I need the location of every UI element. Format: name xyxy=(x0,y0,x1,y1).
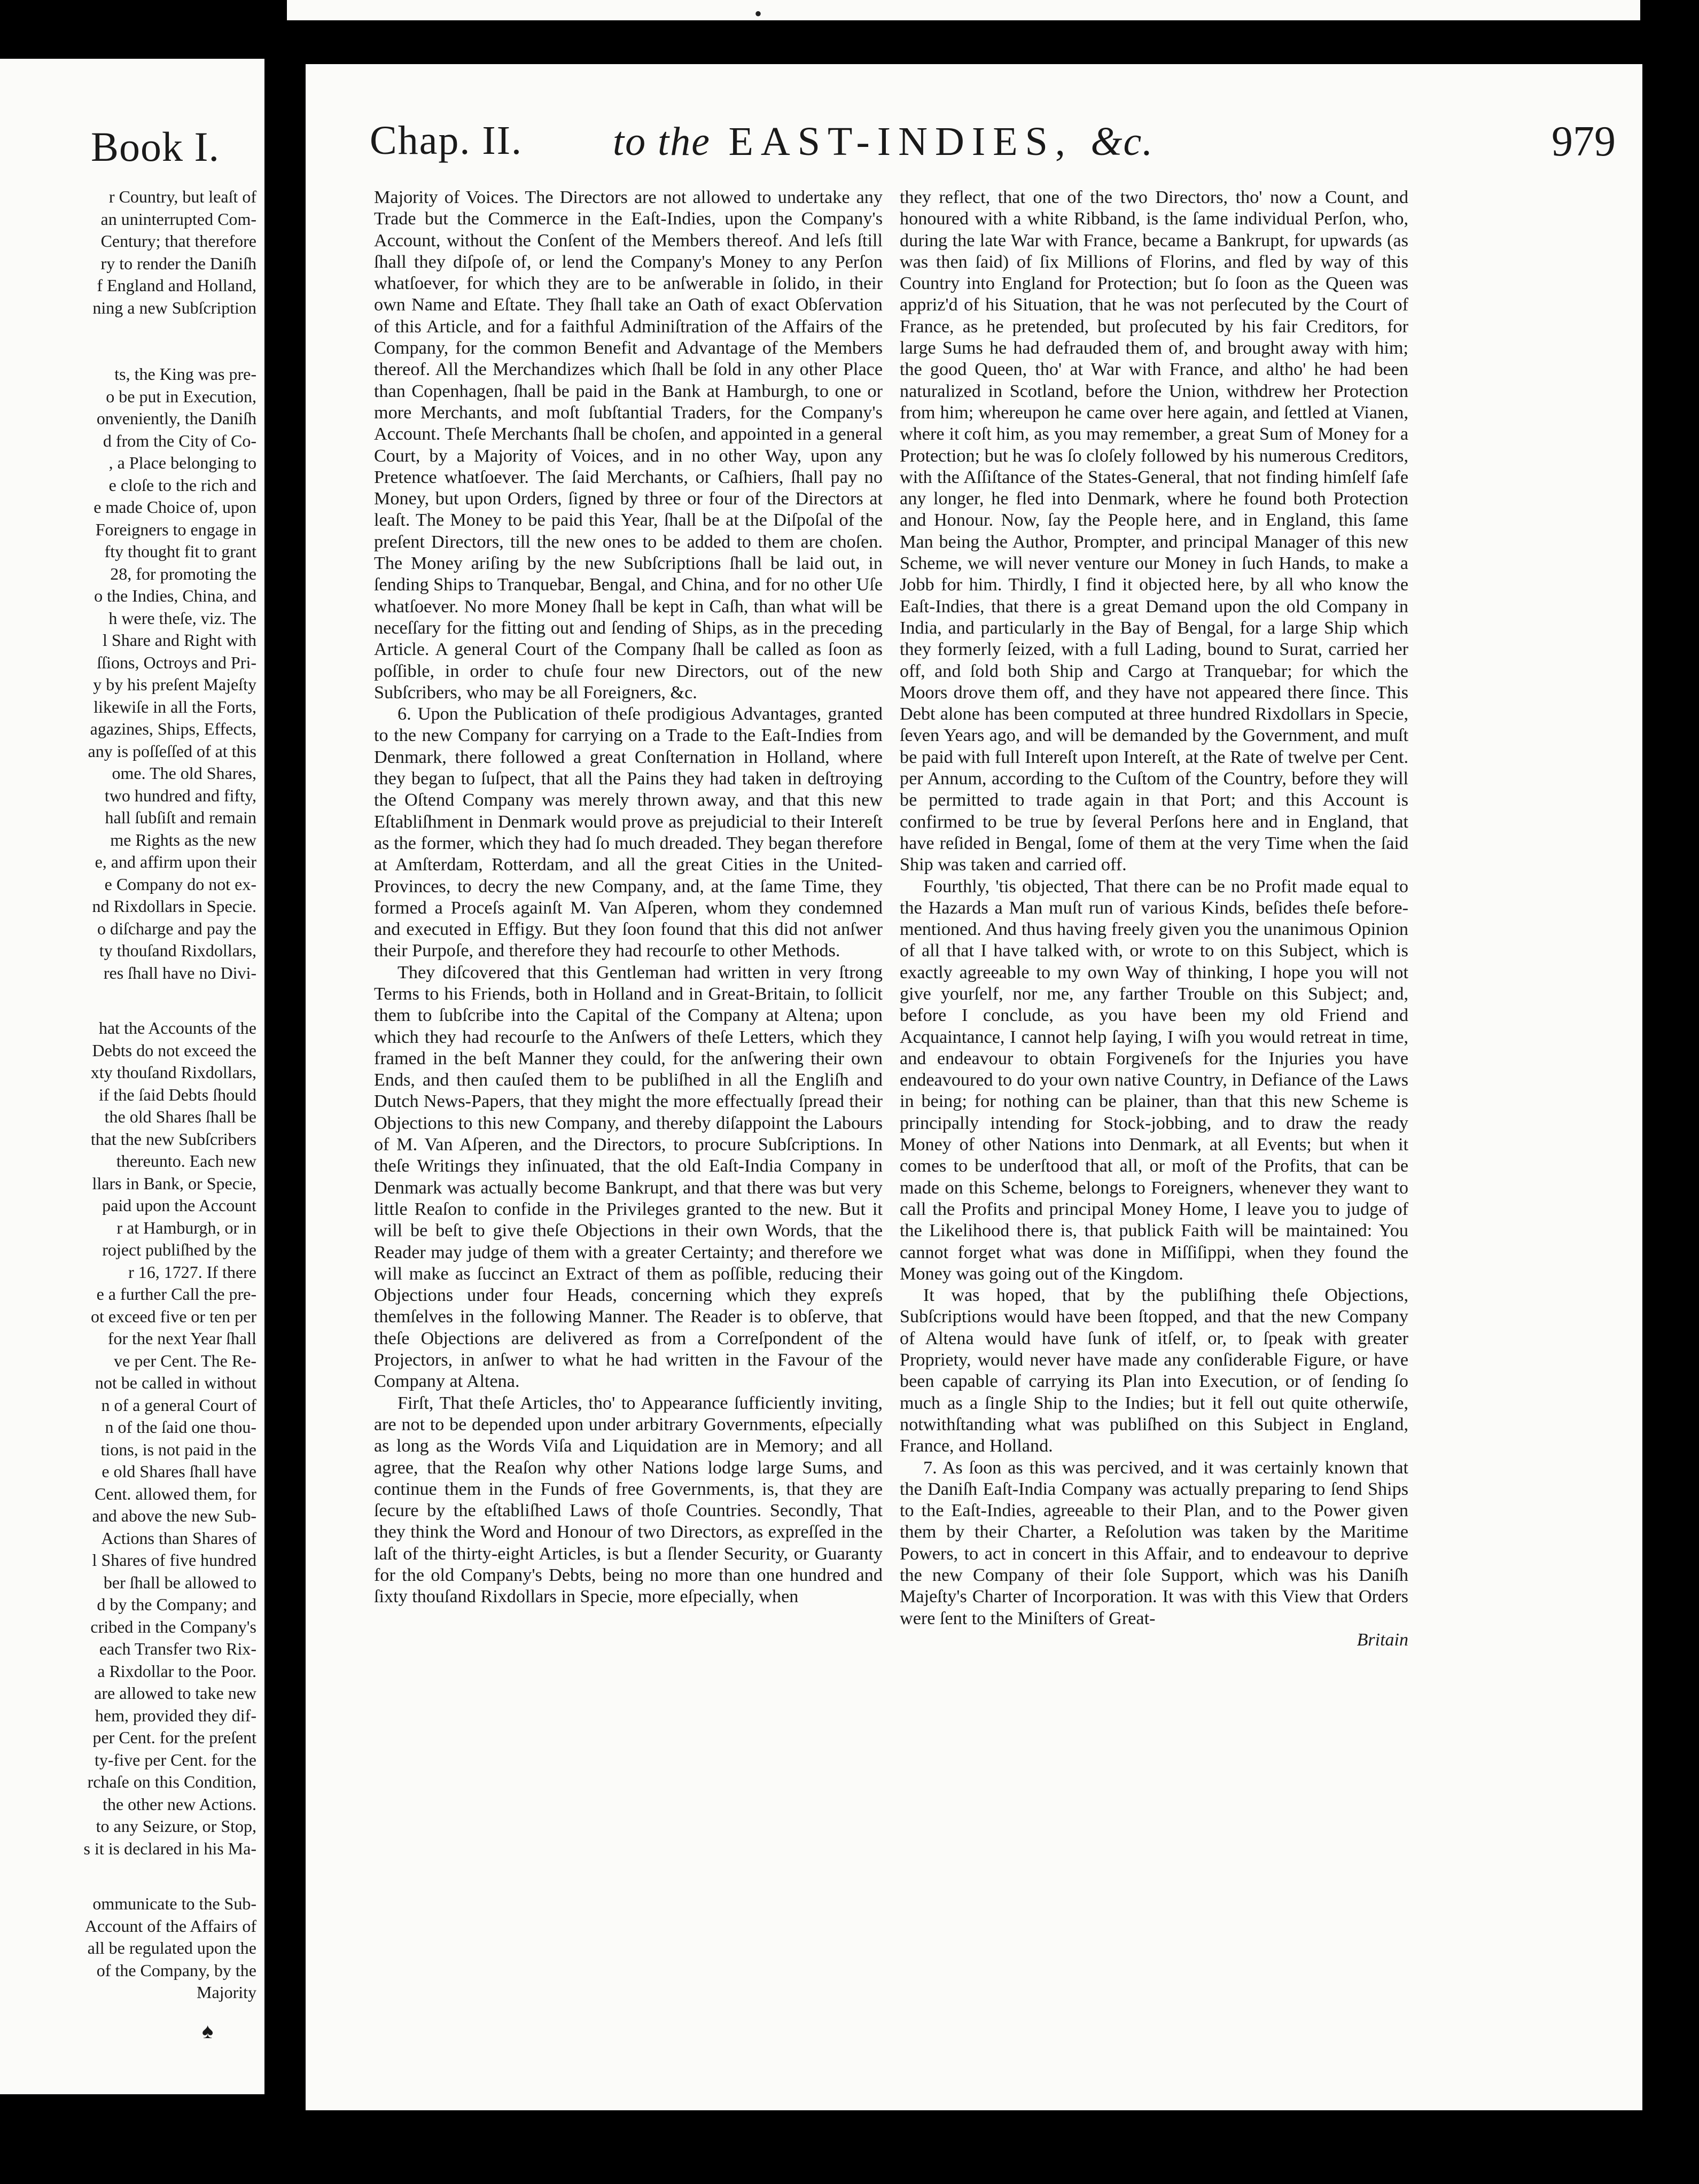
left-page-line: ty thouſand Rixdollars, xyxy=(99,941,256,960)
left-page-line: any is poſſeſſed of at this xyxy=(88,741,256,761)
top-page-fragment xyxy=(287,0,1640,20)
left-page-line: are allowed to take new xyxy=(94,1683,256,1703)
left-page-line: ome. The old Shares, xyxy=(112,763,256,783)
left-page-block-c xyxy=(0,1893,256,2004)
left-page-line: l Share and Right with xyxy=(103,630,256,650)
left-page-line: paid upon the Account xyxy=(102,1196,256,1215)
paragraph: It was hoped, that by the publiſhing theſe Objections, Subſcriptions would have been ſtopped, and that the new Company of Altena would have ſunk of itſelf, or, to ſpeak with greater Propriety, would never have made any conſiderable Figure, or have been capable of carrying its Plan into Execution, or of ſending ſo much as a ſingle Ship to the Indies; but it fell out quite otherwiſe, notwithſtanding what was publiſhed on this Subject in England, France, and Holland. xyxy=(900,1285,1408,1456)
paragraph: Firſt, That theſe Articles, tho' to Appearance ſufficiently inviting, are not to be depended upon under arbitrary Governments, eſpecially as long as the Words Viſa and Liquidation are in Memory; and all agree, that the Reaſon why other Nations lodge large Sums, and continue them in the Funds of free Governments, is, that they are ſecure by the eſtabliſhed Laws of thoſe Countries. Secondly, That they think the Word and Honour of two Directors, as expreſſed in the laſt of the thirty-eight Articles, is but a ſlender Security, or Guaranty for the old Company's Debts, being no more than one hundred and ſixty thouſand Rixdollars in Specie, more eſpecially, when xyxy=(374,1393,883,1607)
running-title-main: EAST-INDIES, xyxy=(728,119,1073,164)
left-page-line: a Rixdollar to the Poor. xyxy=(97,1661,256,1681)
bottom-mark: ♠ xyxy=(202,2019,214,2043)
chapter-heading: Chap. II. xyxy=(370,118,523,163)
left-page-line: Cent. allowed them, for xyxy=(94,1484,256,1503)
paragraph: Majority of Voices. The Directors are not allowed to undertake any Trade but the Commerce in the Eaſt-Indies, upon the Company's Account, without the Conſent of the Members thereof. And leſs ſtill ſhall they diſpoſe of, or lend the Company's Money to any Perſon whatſoever, for which they are to be anſwerable in ſolido, in their own Name and Eſtate. They ſhall take an Oath of exact Obſervation of this Article, and for a faithful Adminiſtration of the Affairs of the Company, for the common Benefit and Advantage of the Members thereof. All the Merchandizes which ſhall be ſold in any other Place than Copenhagen, ſhall be paid in the Bank at Hamburgh, to one or more Merchants, and moſt ſubſtantial Traders, for the Company's Account. Theſe Merchants ſhall be choſen, and appointed in a general Court, by a Majority of Voices, and in no other Way, upon any Pretence whatſoever. The ſaid Merchants, or Caſhiers, ſhall pay no Money, but upon Orders, ſigned by three or four of the Directors at leaſt. The Money to be paid this Year, ſhall be at the Diſpoſal of the preſent Directors, till the new ones to be added to them are choſen. The Money ariſing by the new Subſcriptions ſhall be laid out, in ſending Ships to Tranquebar, Bengal, and China, and for no other Uſe whatſoever. No more Money ſhall be kept in Caſh, than what will be neceſſary for the fitting out and ſending of Ships, as in the preceding Article. A general Court of the Company ſhall be called as ſoon as poſſible, in order to chuſe four new Directors, out of the new Subſcribers, who may be all Foreigners, &c. xyxy=(374,188,883,703)
top-mark: • xyxy=(754,2,762,20)
left-page-line: thereunto. Each new xyxy=(116,1151,256,1171)
left-page-line: llars in Bank, or Specie, xyxy=(92,1173,256,1193)
left-page-line: ommunicate to the Sub- xyxy=(92,1894,256,1913)
left-page-line: nd Rixdollars in Specie. xyxy=(92,896,256,916)
left-page-line: roject publiſhed by the xyxy=(102,1240,256,1259)
left-page-line: agazines, Ships, Effects, xyxy=(90,719,256,738)
left-page-line: r 16, 1727. If there xyxy=(128,1262,256,1282)
left-page-line: for the next Year ſhall xyxy=(107,1329,256,1348)
left-page-line: tions, is not paid in the xyxy=(100,1439,256,1459)
left-page-line: onveniently, the Daniſh xyxy=(96,409,256,428)
left-page-line: cribed in the Company's xyxy=(90,1617,256,1636)
right-column xyxy=(900,187,1408,1651)
right-page xyxy=(306,64,1642,2110)
paragraph: they reflect, that one of the two Directors, tho' now a Count, and honoured with a white Ribband, is the ſame individual Perſon, who, during the late War with France, became a Bankrupt, for upwards (as was then ſaid) of ſix Millions of Florins, and fled by way of this Country into England for Protection; but ſo ſoon as the Queen was appriz'd of his Situation, that he was not perſecuted by the Court of France, as he pretended, but proſecuted by his fair Creditors, for large Sums he had defrauded them of, and brought away with him; the good Queen, tho' at War with France, and altho' he had been naturalized in Scotland, before the Union, withdrew her Protection from him; whereupon he came over here again, and ſettled at Vianen, where it coſt him, as you may remember, a great Sum of Money for a Protection; but he was ſo cloſely followed by his numerous Creditors, with the Aſſiſtance of the States-General, that not finding himſelf ſafe any longer, he fled into Denmark, where he found both Protection and Honour. Now, ſay the People here, and in England, this ſame Man being the Author, Prompter, and principal Manager of this new Scheme, we will never venture our Money in ſuch Hands, to make a Jobb for him. Thirdly, I find it objected here, by all who know the Eaſt-Indies, that there is a great Demand upon the old Company in India, and particularly in the Bay of Bengal, for a large Ship which they formerly ſeized, with a full Lading, bound to Surat, carried her off, and ſold both Ship and Cargo at Tranquebar; for which the Moors drove them off, and they have not appeared there ſince. This Debt alone has been computed at three hundred Rixdollars in Specie, ſeven Years ago, and will be demanded by the Government, and muſt be paid with full Intereſt upon Intereſt, at the Rate of twelve per Cent. per Annum, according to the Cuſtom of the Country, before they will be permitted to trade again in that Port; and this Account is confirmed to be true by ſeveral Perſons here and in England, that have reſided in Bengal, ſome of them at the very Time when the ſaid Ship was taken and carried off. xyxy=(900,188,1408,875)
left-page-line: ot exceed five or ten per xyxy=(90,1306,256,1326)
left-page-line: likewiſe in all the Forts, xyxy=(93,697,256,716)
running-title-suffix: &c. xyxy=(1090,119,1154,164)
left-page-line: hem, provided they dif- xyxy=(95,1705,256,1725)
left-page-line: the other new Actions. xyxy=(103,1794,256,1814)
left-page-line: r at Hamburgh, or in xyxy=(116,1218,256,1237)
left-page-line: n of the ſaid one thou- xyxy=(105,1417,256,1437)
left-page-line: e Company do not ex- xyxy=(104,874,256,894)
left-page-line: me Rights as the new xyxy=(110,830,256,849)
running-title-prefix: to the xyxy=(613,119,711,164)
left-page-line: per Cent. for the preſent xyxy=(92,1728,256,1747)
left-page-line: d by the Company; and xyxy=(97,1595,256,1614)
running-title xyxy=(613,120,1154,162)
left-page-line: e a further Call the pre- xyxy=(96,1284,256,1304)
left-page-line: res ſhall have no Divi- xyxy=(103,963,256,982)
left-page-line: two hundred and fifty, xyxy=(104,785,256,805)
left-page-line: l Shares of five hundred xyxy=(92,1550,256,1570)
left-page-line: r Country, but leaſt of xyxy=(108,187,256,206)
left-page-line: ning a new Subſcription xyxy=(92,298,256,317)
page-number: 979 xyxy=(1552,118,1616,165)
left-page-line: e cloſe to the rich and xyxy=(108,475,256,495)
left-page-line: Account of the Affairs of xyxy=(84,1916,256,1936)
left-page-line: f England and Holland, xyxy=(97,276,256,295)
left-page-line: Foreigners to engage in xyxy=(95,519,256,539)
running-header xyxy=(370,120,1620,174)
left-page-block-b xyxy=(0,1017,256,1860)
left-page-line: all be regulated upon the xyxy=(87,1938,256,1957)
left-page-line: xty thouſand Rixdollars, xyxy=(90,1063,256,1082)
left-page-line: ts, the King was pre- xyxy=(114,364,256,384)
left-page-line: ve per Cent. The Re- xyxy=(114,1351,256,1370)
left-page-line: Majority xyxy=(197,1983,256,2002)
left-page-text xyxy=(0,186,256,2004)
left-page-line: e made Choice of, upon xyxy=(93,497,256,517)
left-page-header: Book I. xyxy=(91,123,220,170)
left-page-line xyxy=(0,319,256,341)
paragraph: 7. As ſoon as this was percived, and it was certainly known that the Daniſh Eaſt-India Company was actually preparing to ſend Ships to the Eaſt-Indies, agreeable to their Plan, and to the Power given them by their Charter, a Reſolution was taken by the Maritime Powers, to act in concert in this Affair, and to endeavour to deprive the new Company of their ſole Support, which was his Daniſh Majeſty's Charter of Incorporation. It was with this View that Orders were ſent to the Miniſters of Great- xyxy=(900,1457,1408,1628)
left-page-line: ry to render the Daniſh xyxy=(100,253,256,273)
left-page-line: s it is declared in his Ma- xyxy=(83,1838,256,1858)
left-page-line: e, and affirm upon their xyxy=(95,852,256,871)
left-page-line: not be called in without xyxy=(95,1373,256,1392)
left-page-line: o diſcharge and pay the xyxy=(97,918,256,938)
catchword: Britain xyxy=(1357,1629,1408,1650)
left-page-line: ber ſhall be allowed to xyxy=(103,1572,256,1592)
left-page-line: Actions than Shares of xyxy=(101,1528,256,1548)
left-page-line: and above the new Sub- xyxy=(92,1506,256,1525)
left-page-line: rchaſe on this Condition, xyxy=(87,1772,256,1791)
left-page-line: Century; that therefore xyxy=(100,231,256,251)
left-page-line: of the Company, by the xyxy=(96,1960,256,1980)
left-page-line: ſſions, Octroys and Pri- xyxy=(97,652,256,672)
paragraph: They diſcovered that this Gentleman had written in very ſtrong Terms to his Friends, both in Holland and in Great-Britain, to ſollicit them to ſubſcribe into the Capital of the Company at Altena; upon which they had recourſe to the Anſwers of theſe Letters, which they framed in the beſt Manner they could, for the anſwering their own Ends, and then cauſed them to be publiſhed in all the Engliſh and Dutch News-Papers, that they might the more effectually ſpread their Objections to this new Company, and thereby diſappoint the Labours of M. Van Aſperen, and the Directors, to procure Subſcriptions. In theſe Writings they inſinuated, that the old Eaſt-India Company in Denmark was actually become Bankrupt, and that there was but very little Reaſon to confide in the Privileges granted to the new. But it will be beſt to give theſe Objections in their own Words, that the Reader may judge of them with a greater Certainty; and therefore we will make as ſuccinct an Extract of them as poſſible, reducing their Objections under four Heads, concerning which they expreſs themſelves in the following Manner. The Reader is to obſerve, that theſe Objections are delivered as from a Correſpondent of the Projectors, in anſwer to what he had written in the Favour of the Company at Altena. xyxy=(374,962,883,1392)
left-page-line: , a Place belonging to xyxy=(108,453,256,472)
left-page xyxy=(0,59,264,2094)
left-page-line: each Transfer two Rix- xyxy=(99,1639,256,1658)
left-page-line: n of a general Court of xyxy=(101,1395,256,1415)
left-page-line: d from the City of Co- xyxy=(103,431,256,450)
left-page-line: o the Indies, China, and xyxy=(94,586,256,605)
left-page-line: an uninterrupted Com- xyxy=(100,209,256,229)
left-page-line: y by his preſent Majeſty xyxy=(93,675,256,694)
left-page-line: h were theſe, viz. The xyxy=(108,608,256,628)
paragraph: 6. Upon the Publication of theſe prodigious Advantages, granted to the new Company for carrying on a Trade to the Eaſt-Indies from Denmark, there followed a great Conſternation in Holland, where they began to ſuſpect, that all the Pains they had taken in deſtroying the Oſtend Company was merely thrown away, and that this new Eſtabliſhment in Denmark would prove as prejudicial to their Intereſt as the former, which they had ſo much dreaded. They began therefore at Amſterdam, Rotterdam, and all the great Cities in the United-Provinces, to decry the new Company, and, at the ſame Time, they formed a Proceſs againſt M. Van Aſperen, whom they condemned and executed in Effigy. But they ſoon found that this did not anſwer their Purpoſe, and therefore they had recourſe to other Methods. xyxy=(374,704,883,961)
left-page-line: hall ſubſiſt and remain xyxy=(105,808,256,827)
left-page-line: o be put in Execution, xyxy=(106,386,256,406)
left-page-line: ty-five per Cent. for the xyxy=(95,1750,256,1769)
left-page-line: the old Shares ſhall be xyxy=(104,1107,256,1126)
left-page-line: to any Seizure, or Stop, xyxy=(96,1816,256,1836)
left-page-line xyxy=(0,341,256,364)
left-page-line: hat the Accounts of the xyxy=(98,1018,256,1038)
paragraph: Fourthly, 'tis objected, That there can be no Profit made equal to the Hazards a Man muſt run of various Kinds, beſides theſe before-mentioned. And thus having freely given you the unanimous Opinion of all that I have talked with, or wrote to on this Subject, which is exactly agreeable to my own Way of thinking, I hope you will not give yourſelf, nor me, any farther Trouble on this Subject; and, before I conclude, as you have been my old Friend and Acquaintance, I cannot help ſaying, I wiſh you would retreat in time, and endeavour to obtain Forgiveneſs for the Injuries you have endeavoured to do your own native Country, in Defiance of the Laws in being; for nothing can be plainer, than that this new Scheme is principally intending for Stock-jobbing, and to draw the ready Money of other Nations into Denmark, at all Events; but when it comes to be underſtood that all, or moſt of the Profits, that can be made on this Scheme, belongs to Foreigners, whenever they want to call the Profits and principal Money Home, I leave you to judge of the Likelihood there is, that publick Faith will be maintained: You cannot forget what was done in Miſſiſippi, when they found the Money was going out of the Kingdom. xyxy=(900,876,1408,1284)
left-page-line: that the new Subſcribers xyxy=(90,1129,256,1149)
left-page-line: 28, for promoting the xyxy=(110,564,256,583)
left-page-line: e old Shares ſhall have xyxy=(102,1462,256,1481)
left-page-block-a xyxy=(0,186,256,984)
left-page-line: if the ſaid Debts ſhould xyxy=(98,1085,256,1104)
left-page-line: Debts do not exceed the xyxy=(92,1040,256,1060)
left-column xyxy=(374,187,883,1608)
left-page-line: fty thought fit to grant xyxy=(104,542,256,561)
